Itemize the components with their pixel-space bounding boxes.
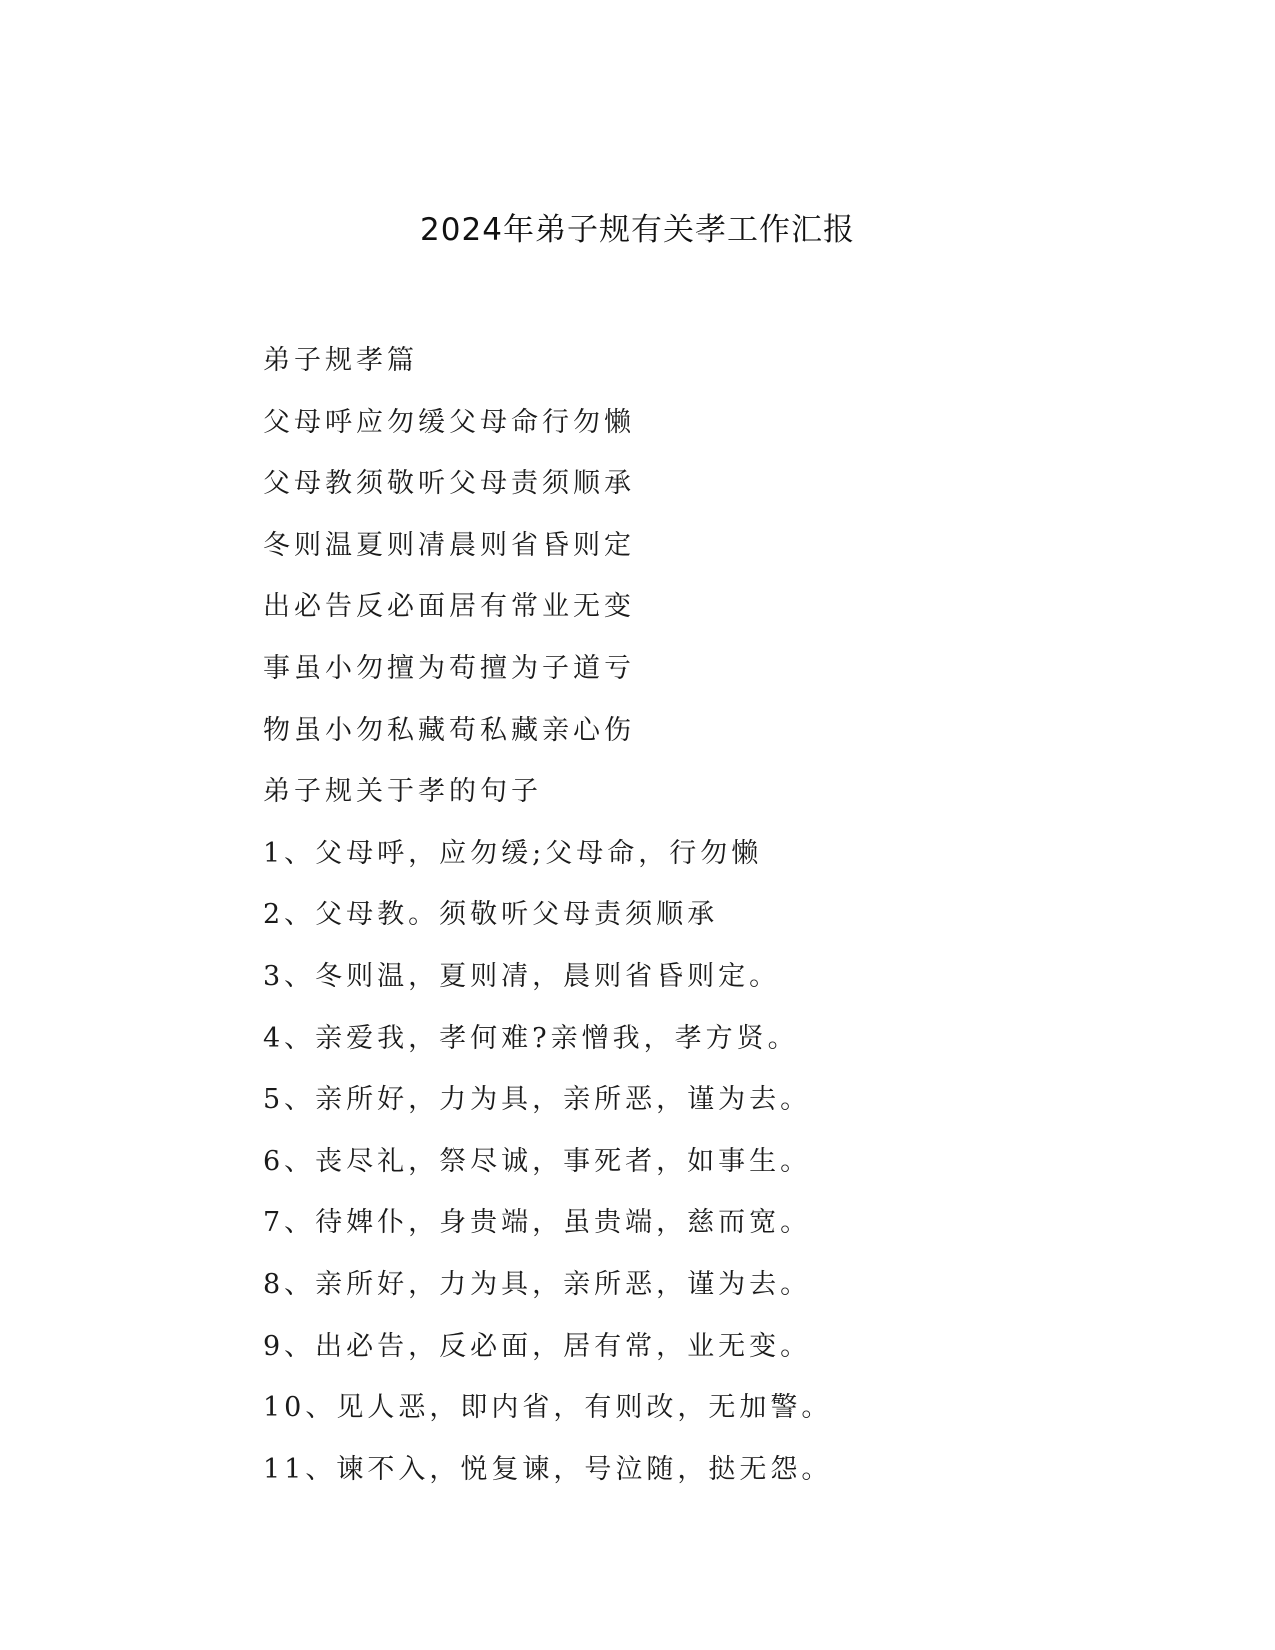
body-line: 6、丧尽礼，祭尽诚，事死者，如事生。 (263, 1145, 812, 1177)
body-line: 11、谏不入，悦复谏，号泣随，挞无怨。 (263, 1453, 833, 1485)
body-line: 4、亲爱我，孝何难?亲憎我，孝方贤。 (263, 1022, 799, 1054)
body-line: 事虽小勿擅为苟擅为子道亏 (263, 652, 635, 684)
body-line: 3、冬则温，夏则凊，晨则省昏则定。 (263, 960, 781, 992)
document-body (263, 330, 1163, 1500)
body-line: 1、父母呼，应勿缓;父母命，行勿懒 (263, 837, 763, 869)
body-line: 父母教须敬听父母责须顺承 (263, 468, 635, 500)
body-line: 弟子规孝篇 (263, 345, 418, 376)
body-line: 7、待婢仆，身贵端，虽贵端，慈而宽。 (263, 1207, 812, 1239)
body-line: 5、亲所好，力为具，亲所恶，谨为去。 (263, 1084, 812, 1116)
body-line: 冬则温夏则凊晨则省昏则定 (263, 529, 635, 561)
document-title: 2024年弟子规有关孝工作汇报 (420, 212, 855, 248)
body-line: 出必告反必面居有常业无变 (263, 591, 635, 623)
body-line: 父母呼应勿缓父母命行勿懒 (263, 406, 635, 438)
body-line: 2、父母教。须敬听父母责须顺承 (263, 899, 719, 931)
body-line: 8、亲所好，力为具，亲所恶，谨为去。 (263, 1268, 812, 1300)
body-line: 10、见人恶，即内省，有则改，无加警。 (263, 1392, 833, 1424)
body-line: 9、出必告，反必面，居有常，业无变。 (263, 1330, 812, 1362)
body-line: 物虽小勿私藏苟私藏亲心伤 (263, 714, 635, 746)
body-line: 弟子规关于孝的句子 (263, 776, 542, 808)
